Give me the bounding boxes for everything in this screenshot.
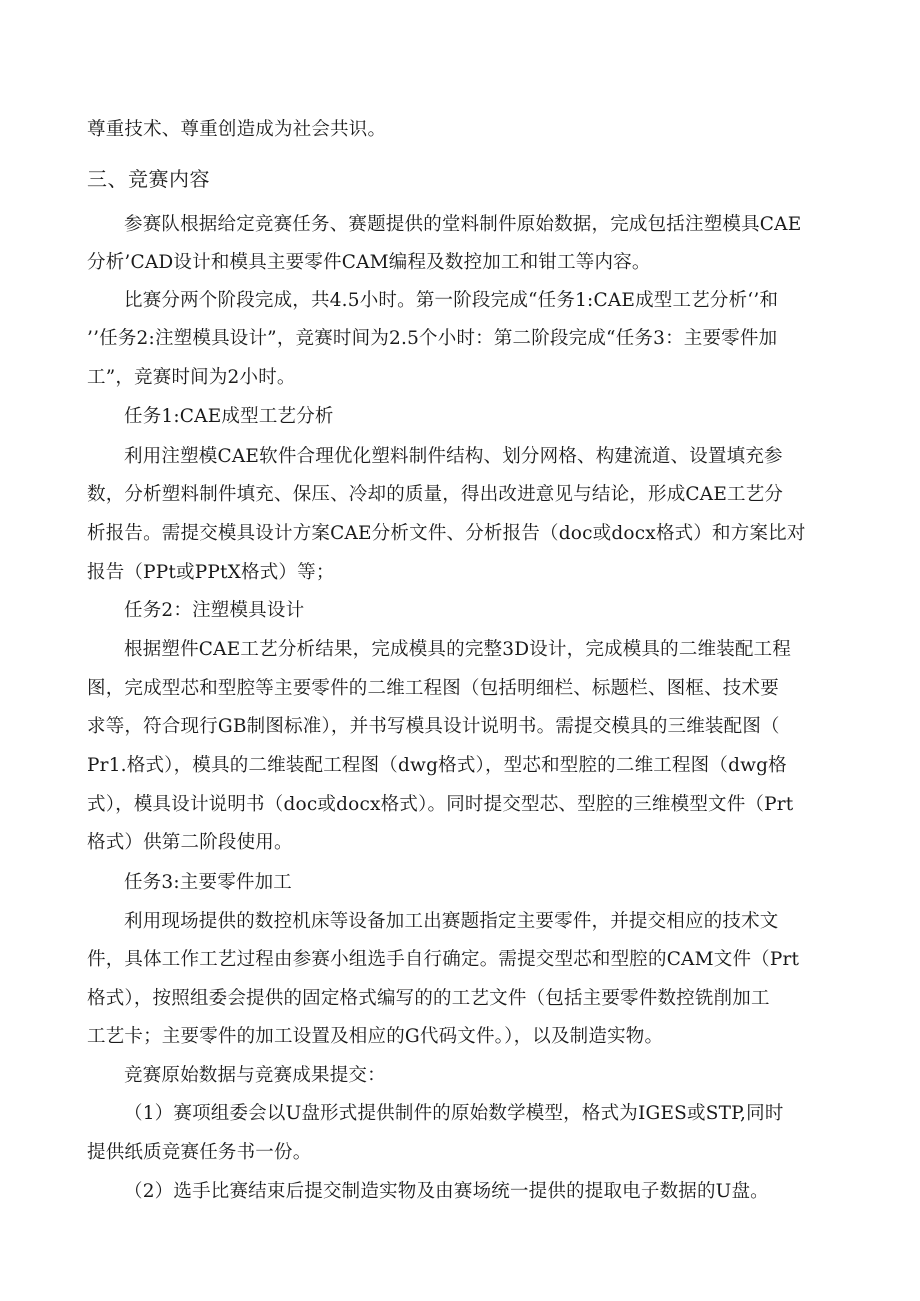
task-heading: 任务3:主要零件加工 [124, 872, 293, 893]
paragraph-line: Pr1.格式），模具的二维装配工程图（dwg格式），型芯和型腔的二维工程图（dwg格 [87, 755, 787, 776]
paragraph-line: 式），模具设计说明书（doc或docx格式）。同时提交型芯、型腔的三维模型文件（Prt [87, 794, 794, 815]
paragraph-line: 报告（PPt或PPtX格式）等； [87, 562, 335, 583]
paragraph-line: 参赛队根据给定竞赛任务、赛题提供的堂料制件原始数据，完成包括注塑模具CAE [124, 214, 802, 235]
task-heading: 任务2：注塑模具设计 [124, 600, 305, 621]
paragraph-line: 工”，竞赛时间为2小时。 [87, 367, 296, 388]
paragraph-line: 工艺卡；主要零件的加工设置及相应的G代码文件。），以及制造实物。 [87, 1026, 664, 1047]
paragraph-line: 尊重技术、尊重创造成为社会共识。 [87, 119, 387, 140]
paragraph-line: 利用现场提供的数控机床等设备加工出赛题指定主要零件，并提交相应的技术文 [124, 911, 779, 932]
paragraph-line: 根据塑件CAE工艺分析结果，完成模具的完整3D设计，完成模具的二维装配工程 [124, 639, 792, 660]
paragraph-line: 分析’CAD设计和模具主要零件CAM编程及数控加工和钳工等内容。 [87, 252, 651, 273]
paragraph-line: 析报告。需提交模具设计方案CAE分析文件、分析报告（doc或docx格式）和方案比对 [87, 523, 806, 544]
paragraph-line: 数，分析塑料制件填充、保压、冷却的质量，得出改进意见与结论，形成CAE工艺分 [87, 484, 784, 505]
paragraph-line: 利用注塑模CAE软件合理优化塑料制件结构、划分网格、构建流道、设置填充参 [124, 446, 783, 467]
paragraph-line: 比赛分两个阶段完成，共4.5小时。第一阶段完成“任务1:CAE成型工艺分析‘’和 [124, 290, 779, 311]
list-item: （2）选手比赛结束后提交制造实物及由赛场统一提供的提取电子数据的U盘。 [124, 1181, 769, 1202]
list-item-continued: 提供纸质竞赛任务书一份。 [87, 1142, 312, 1163]
list-item: （1）赛项组委会以U盘形式提供制件的原始数学模型，格式为IGES或STP,同时 [124, 1103, 784, 1124]
paragraph-line: 件，具体工作工艺过程由参赛小组选手自行确定。需提交型芯和型腔的CAM文件（Prt [87, 949, 800, 970]
task-heading: 任务1:CAE成型工艺分析 [124, 406, 334, 427]
paragraph-line: 竞赛原始数据与竞赛成果提交： [124, 1065, 386, 1086]
section-heading: 三、竞赛内容 [87, 167, 210, 191]
paragraph-line: 格式），按照组委会提供的固定格式编写的的工艺文件（包括主要零件数控铣削加工 [87, 988, 770, 1009]
paragraph-line: ’’任务2:注塑模具设计”，竞赛时间为2.5个小时：第二阶段完成“任务3：主要零件加 [87, 328, 778, 349]
paragraph-line: 格式）供第二阶段使用。 [87, 832, 293, 853]
paragraph-line: 图，完成型芯和型腔等主要零件的二维工程图（包括明细栏、标题栏、图框、技术要 [87, 678, 779, 699]
paragraph-line: 求等，符合现行GB制图标准），并书写模具设计说明书。需提交模具的三维装配图（ [87, 716, 780, 737]
